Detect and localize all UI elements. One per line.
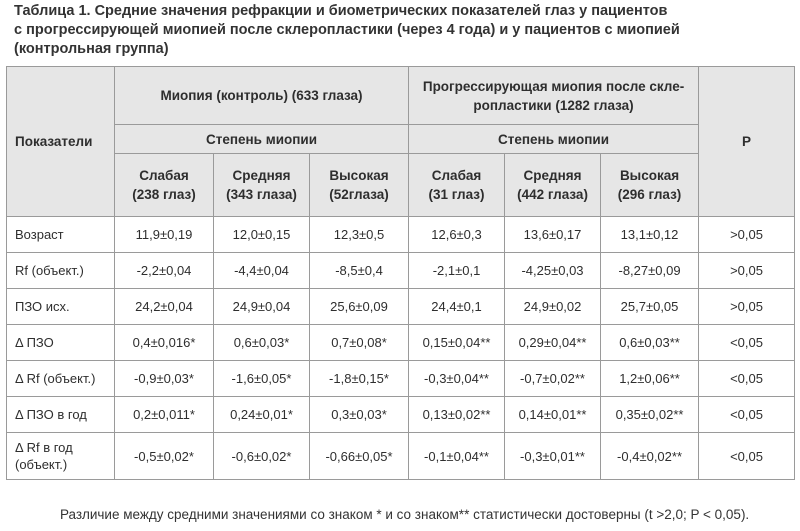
value-cell: 0,14±0,01** xyxy=(505,397,601,433)
value-cell: -0,3±0,04** xyxy=(409,361,505,397)
subheader-line-2: (296 глаз) xyxy=(617,187,682,202)
value-cell: 13,6±0,17 xyxy=(505,217,601,253)
value-cell: -1,6±0,05* xyxy=(214,361,310,397)
value-cell: -2,1±0,1 xyxy=(409,253,505,289)
subheader-cell xyxy=(505,154,601,217)
subheader-cell xyxy=(601,154,699,217)
header-degree-progressive: Степень миопии xyxy=(409,125,699,154)
value-cell: -4,4±0,04 xyxy=(214,253,310,289)
value-cell: 25,6±0,09 xyxy=(310,289,409,325)
value-cell: -2,2±0,04 xyxy=(115,253,214,289)
value-cell: 0,6±0,03* xyxy=(214,325,310,361)
value-cell: -0,6±0,02* xyxy=(214,433,310,480)
row-label xyxy=(7,289,115,325)
header-progressive-line-1: Прогрессирующая миопия после скле- xyxy=(422,78,685,94)
row-label-line-1: Δ ПЗО xyxy=(15,335,54,350)
value-cell: 0,3±0,03* xyxy=(310,397,409,433)
row-label xyxy=(7,325,115,361)
row-label-line-1: Δ Rf (объект.) xyxy=(15,371,96,386)
header-progressive-group xyxy=(409,67,699,125)
subheader-line-1: Средняя xyxy=(523,168,582,183)
value-cell: -4,25±0,03 xyxy=(505,253,601,289)
subheader-line-2: (52глаза) xyxy=(329,187,389,202)
table-row xyxy=(7,361,795,397)
header-progressive-line-2: ропластики (1282 глаза) xyxy=(473,97,634,113)
value-cell: 12,6±0,3 xyxy=(409,217,505,253)
results-table xyxy=(6,66,795,480)
header-p: P xyxy=(699,67,795,217)
row-label-line-1: ПЗО исх. xyxy=(15,299,70,314)
caption-line-1: Таблица 1. Средние значения рефракции и биометрических показателей глаз у пациентов xyxy=(14,3,668,19)
table-row xyxy=(7,217,795,253)
subheader-line-1: Слабая xyxy=(431,168,482,183)
row-label xyxy=(7,397,115,433)
value-cell: -8,5±0,4 xyxy=(310,253,409,289)
row-label-line-1: Δ ПЗО в год xyxy=(15,407,87,422)
table-row xyxy=(7,325,795,361)
value-cell: -0,7±0,02** xyxy=(505,361,601,397)
value-cell: -1,8±0,15* xyxy=(310,361,409,397)
value-cell: 0,35±0,02** xyxy=(601,397,699,433)
subheader-line-1: Слабая xyxy=(139,168,189,183)
row-label-line-1: Возраст xyxy=(15,227,64,242)
value-cell: 0,7±0,08* xyxy=(310,325,409,361)
value-cell: 0,6±0,03** xyxy=(601,325,699,361)
subheader-line-1: Средняя xyxy=(232,168,291,183)
row-label xyxy=(7,433,115,480)
value-cell: -0,9±0,03* xyxy=(115,361,214,397)
header-control-group: Миопия (контроль) (633 глаза) xyxy=(115,67,409,125)
value-cell: 24,4±0,1 xyxy=(409,289,505,325)
value-cell: 1,2±0,06** xyxy=(601,361,699,397)
header-indicators: Показатели xyxy=(7,67,115,217)
row-label-line-1: Rf (объект.) xyxy=(15,263,84,278)
row-label-line-2: (объект.) xyxy=(15,457,68,472)
caption-line-2: с прогрессирующей миопией после склеропластики (через 4 года) и у пациентов с миопией xyxy=(14,22,680,38)
value-cell: 0,24±0,01* xyxy=(214,397,310,433)
p-value-cell: <0,05 xyxy=(699,433,795,480)
table-caption xyxy=(14,2,794,59)
subheader-line-1: Высокая xyxy=(329,168,389,183)
value-cell: 0,2±0,011* xyxy=(115,397,214,433)
table-row xyxy=(7,433,795,480)
value-cell: 24,2±0,04 xyxy=(115,289,214,325)
value-cell: 12,3±0,5 xyxy=(310,217,409,253)
value-cell: 0,29±0,04** xyxy=(505,325,601,361)
row-label xyxy=(7,253,115,289)
p-value-cell: >0,05 xyxy=(699,289,795,325)
table-row xyxy=(7,253,795,289)
table-row xyxy=(7,289,795,325)
subheader-line-2: (31 глаз) xyxy=(428,187,485,202)
caption-line-3: (контрольная группа) xyxy=(14,41,169,57)
p-value-cell: >0,05 xyxy=(699,217,795,253)
value-cell: -0,5±0,02* xyxy=(115,433,214,480)
table-body xyxy=(7,217,795,480)
row-label-line-1: Δ Rf в год xyxy=(15,440,73,455)
value-cell: 24,9±0,04 xyxy=(214,289,310,325)
p-value-cell: <0,05 xyxy=(699,397,795,433)
value-cell: 24,9±0,02 xyxy=(505,289,601,325)
value-cell: -0,4±0,02** xyxy=(601,433,699,480)
subheader-cell xyxy=(115,154,214,217)
p-value-cell: >0,05 xyxy=(699,253,795,289)
value-cell: -8,27±0,09 xyxy=(601,253,699,289)
value-cell: 12,0±0,15 xyxy=(214,217,310,253)
subheader-line-2: (442 глаза) xyxy=(517,187,588,202)
value-cell: 0,15±0,04** xyxy=(409,325,505,361)
p-value-cell: <0,05 xyxy=(699,325,795,361)
footnote: Различие между средними значениями со знаком * и со знаком** статистически достоверны (t >2,0; P < 0,05). xyxy=(60,507,750,522)
row-label xyxy=(7,217,115,253)
value-cell: 0,4±0,016* xyxy=(115,325,214,361)
value-cell: -0,1±0,04** xyxy=(409,433,505,480)
subheader-line-2: (238 глаз) xyxy=(132,187,196,202)
table-row xyxy=(7,397,795,433)
p-value-cell: <0,05 xyxy=(699,361,795,397)
value-cell: 0,13±0,02** xyxy=(409,397,505,433)
value-cell: 11,9±0,19 xyxy=(115,217,214,253)
value-cell: 25,7±0,05 xyxy=(601,289,699,325)
value-cell: 13,1±0,12 xyxy=(601,217,699,253)
header-degree-control: Степень миопии xyxy=(115,125,409,154)
row-label xyxy=(7,361,115,397)
value-cell: -0,66±0,05* xyxy=(310,433,409,480)
subheader-cell xyxy=(214,154,310,217)
subheader-line-1: Высокая xyxy=(619,168,680,183)
subheader-line-2: (343 глаза) xyxy=(226,187,297,202)
subheader-cell xyxy=(409,154,505,217)
value-cell: -0,3±0,01** xyxy=(505,433,601,480)
subheader-cell xyxy=(310,154,409,217)
